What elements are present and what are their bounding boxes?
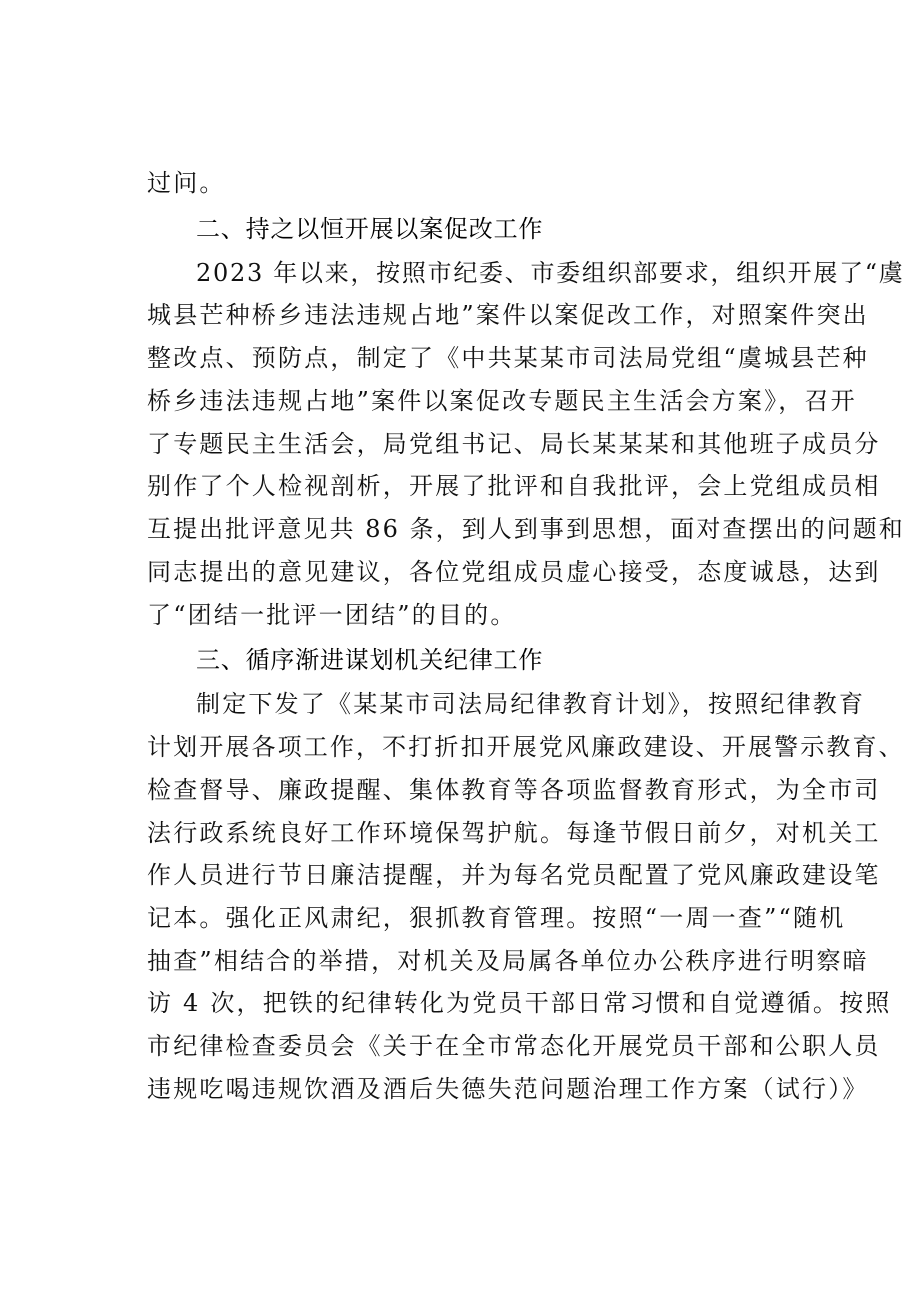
section-3-line: 市纪律检查委员会《关于在全市常态化开展党员干部和公职人员 (147, 1032, 881, 1060)
section-3-line: 制定下发了《某某市司法局纪律教育计划》，按照纪律教育 (196, 690, 866, 718)
section-3-line: 访 4 次，把铁的纪律转化为党员干部日常习惯和自觉遵循。按照 (147, 989, 892, 1017)
carryover-line: 过问。 (147, 169, 226, 197)
section-3-heading: 三、循序渐进谋划机关纪律工作 (196, 646, 544, 674)
section-3-line: 违规吃喝违规饮酒及酒后失德失范问题治理工作方案（试行）》 (147, 1075, 869, 1103)
section-3-line: 法行政系统良好工作环境保驾护航。每逢节假日前夕，对机关工 (147, 819, 881, 847)
section-2-line: 2023 年以来，按照市纪委、市委组织部要求，组织开展了“虞 (196, 259, 905, 287)
section-2-line: 了“团结一批评一团结”的目的。 (147, 601, 517, 629)
section-2-line: 互提出批评意见共 86 条，到人到事到思想，面对查摆出的问题和 (147, 515, 905, 543)
section-2-line: 了专题民主生活会，局党组书记、局长某某某和其他班子成员分 (147, 430, 881, 458)
section-3-line: 计划开展各项工作，不打折扣开展党风廉政建设、开展警示教育、 (147, 733, 905, 761)
section-3-line: 抽查”相结合的举措，对机关及局属各单位办公秩序进行明察暗 (147, 947, 869, 975)
section-2-line: 同志提出的意见建议，各位党组成员虚心接受，态度诚恳，达到 (147, 558, 881, 586)
section-3-line: 作人员进行节日廉洁提醒，并为每名党员配置了党风廉政建设笔 (147, 861, 881, 889)
section-2-line: 城县芒种桥乡违法违规占地”案件以案促改工作，对照案件突出 (147, 301, 869, 329)
section-2-line: 整改点、预防点，制定了《中共某某市司法局党组“虞城县芒种 (147, 344, 869, 372)
section-2-heading: 二、持之以恒开展以案促改工作 (196, 215, 544, 243)
section-2-line: 桥乡违法违规占地”案件以案促改专题民主生活会方案》，召开 (147, 387, 857, 415)
section-3-line: 检查督导、廉政提醒、集体教育等各项监督教育形式，为全市司 (147, 776, 881, 804)
section-2-line: 别作了个人检视剖析，开展了批评和自我批评，会上党组成员相 (147, 472, 881, 500)
section-3-line: 记本。强化正风肃纪，狠抓教育管理。按照“一周一查”“随机 (147, 904, 846, 932)
